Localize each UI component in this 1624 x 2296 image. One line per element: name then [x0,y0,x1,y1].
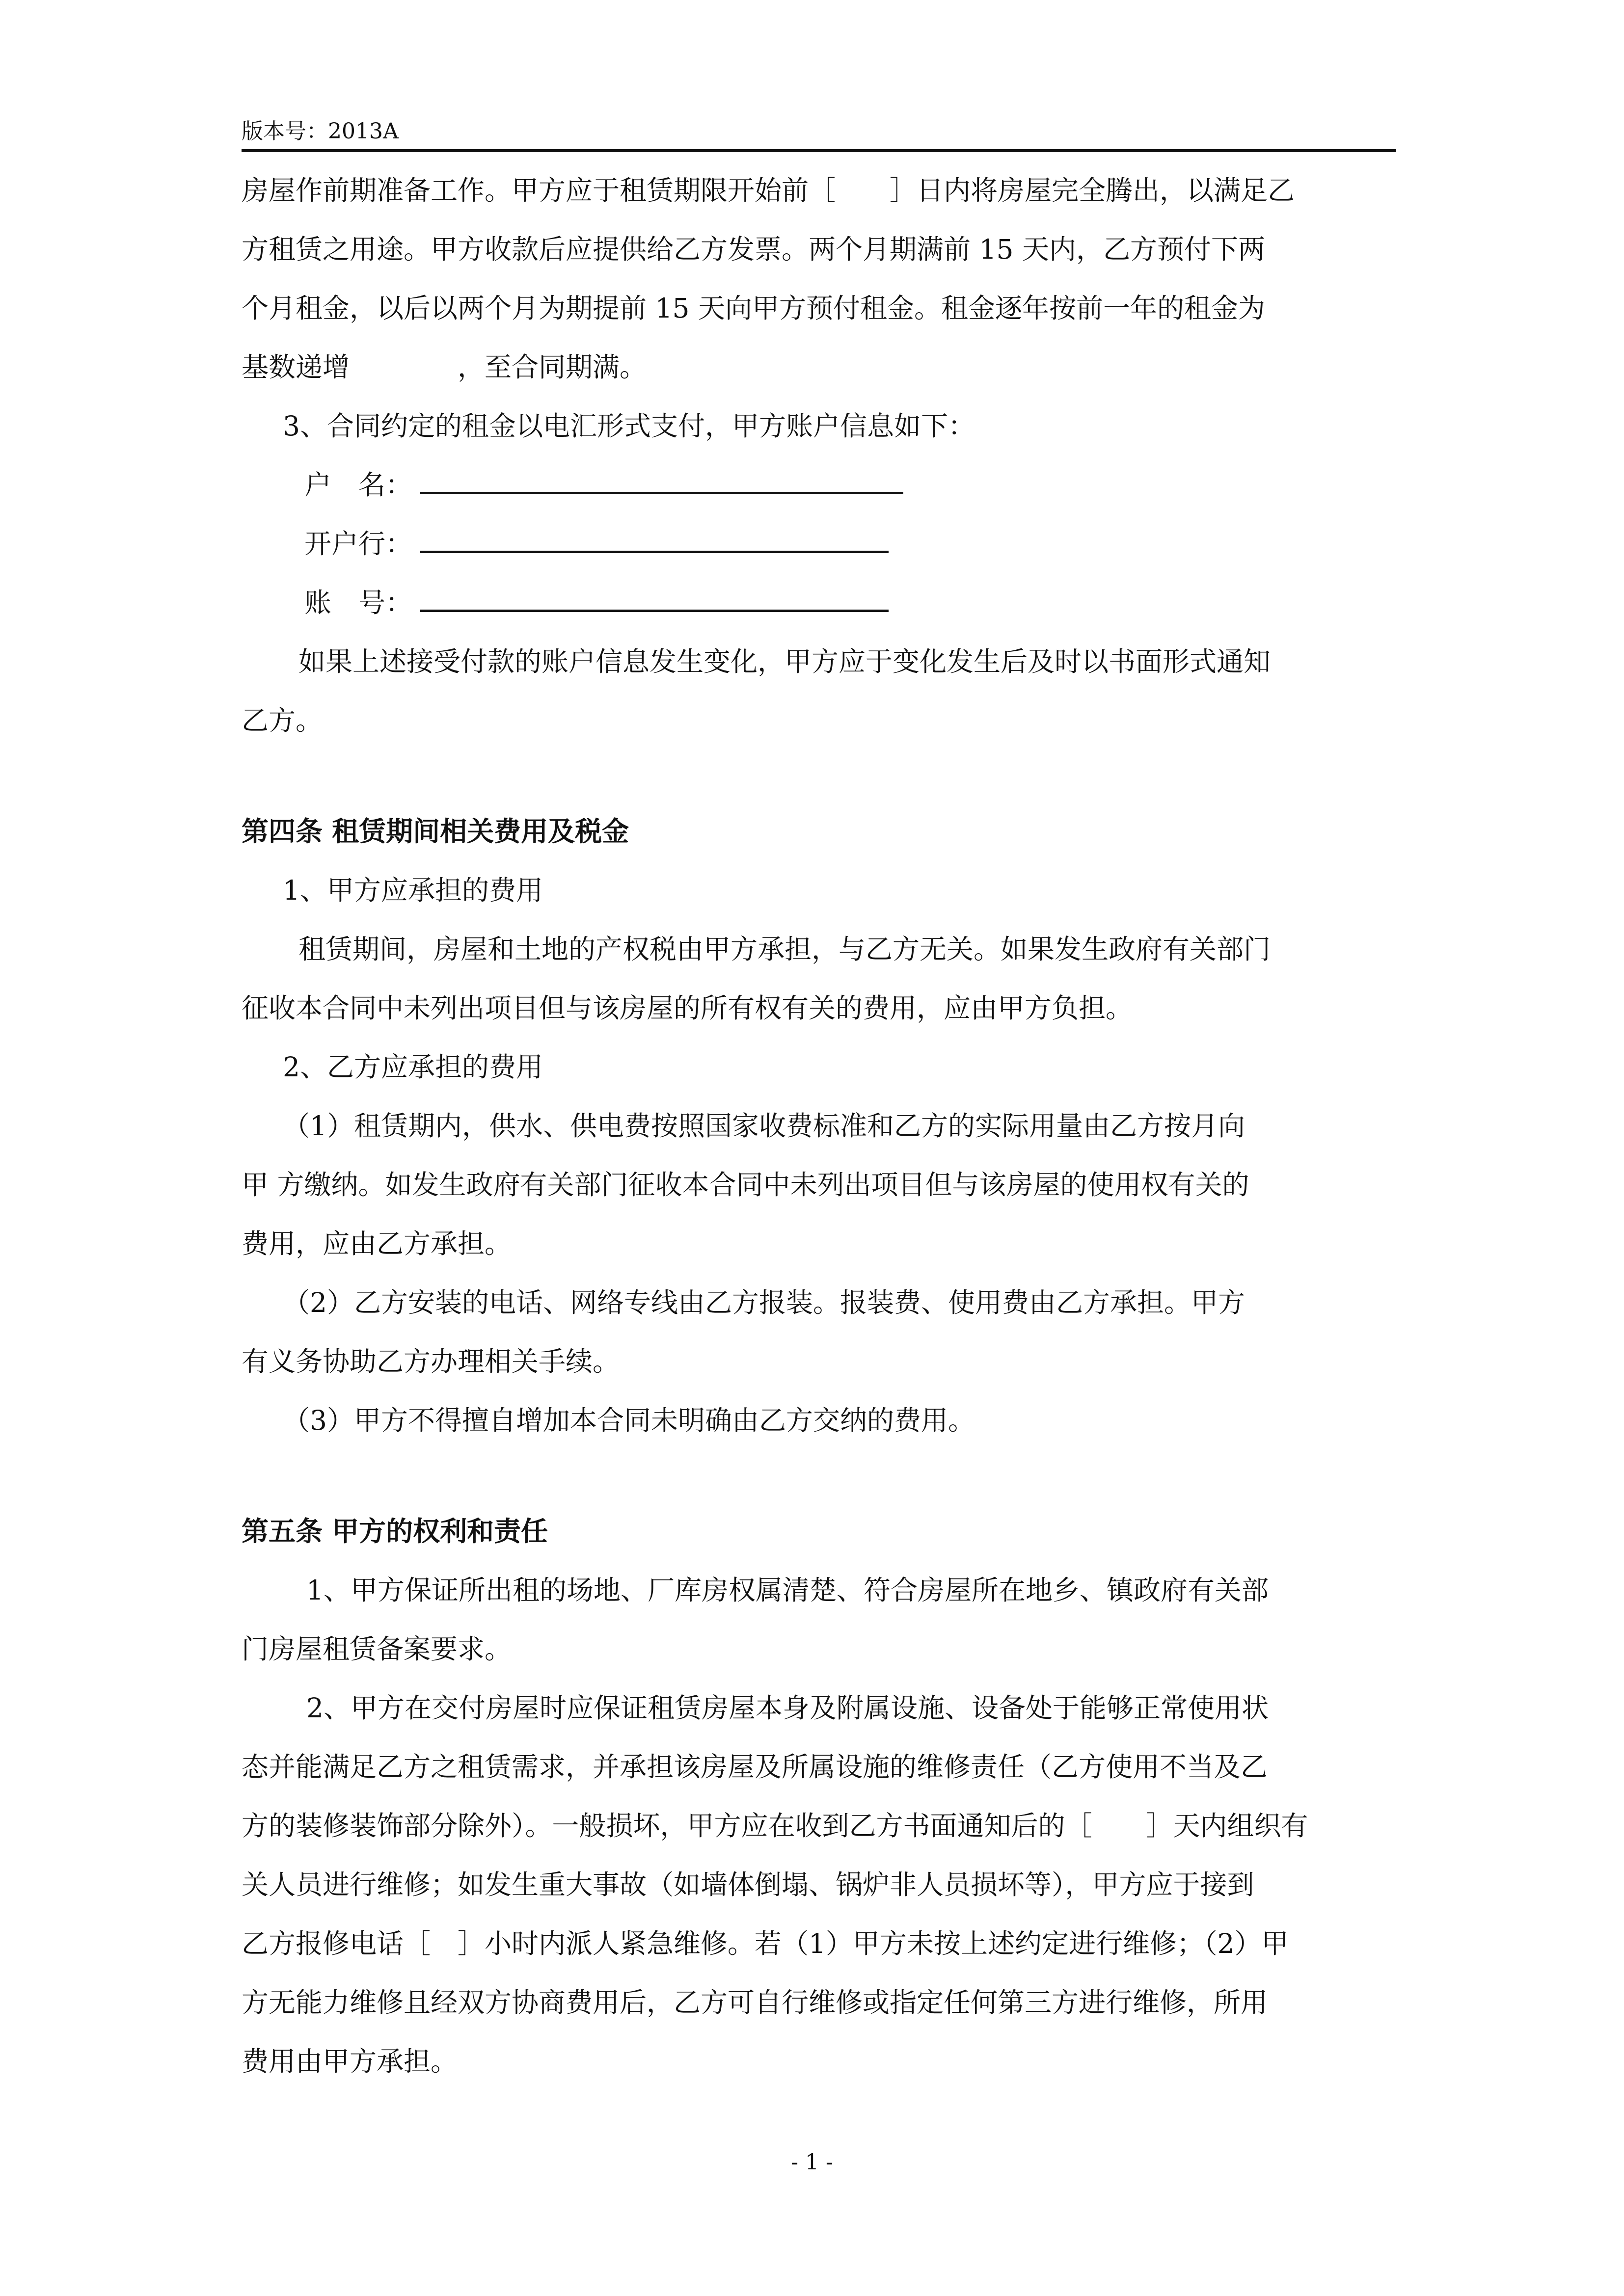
account-number-field [242,573,1396,632]
clause-2: 2、乙方应承担的费用 [283,1051,543,1083]
rent-payment-continuation [242,161,1396,750]
paragraph-line: 乙方报修电话［ ］小时内派人紧急维修。若（1）甲方未按上述约定进行维修；（2）甲 [242,1928,1289,1959]
paragraph-line: 个月租金，以后以两个月为期提前 15 天向甲方预付租金。租金逐年按前一年的租金为 [242,293,1265,324]
paragraph-line: 方租赁之用途。甲方收款后应提供给乙方发票。两个月期满前 15 天内，乙方预付下两 [242,234,1265,265]
paragraph-line: 方无能力维修且经双方协商费用后，乙方可自行维修或指定任何第三方进行维修，所用 [242,1987,1268,2018]
clause-2: 2、甲方在交付房屋时应保证租赁房屋本身及附属设施、设备处于能够正常使用状 [306,1692,1269,1724]
paragraph-line: 房屋作前期准备工作。甲方应于租赁期限开始前［ ］日内将房屋完全腾出，以满足乙 [242,175,1295,206]
page-number: - 1 - [791,2150,833,2175]
paragraph-line: 有义务协助乙方办理相关手续。 [242,1346,620,1377]
paragraph-line: 征收本合同中未列出项目但与该房屋的所有权有关的费用，应由甲方负担。 [242,992,1133,1024]
clause-1: 1、甲方应承担的费用 [283,875,543,906]
bank-name-blank [420,531,889,553]
section-spacer [242,1450,1396,1502]
article-5 [242,1502,1396,2091]
paragraph-line: 费用，应由乙方承担。 [242,1228,512,1259]
paragraph-line: 方的装修装饰部分除外）。一般损坏，甲方应在收到乙方书面通知后的［ ］天内组织有 [242,1810,1308,1842]
sub-clause-2: （2）乙方安装的电话、网络专线由乙方报装。报装费、使用费由乙方承担。甲方 [283,1287,1245,1318]
account-name-blank [420,472,903,494]
document-body [242,161,1396,2091]
paragraph-line: 态并能满足乙方之租赁需求，并承担该房屋及所属设施的维修责任（乙方使用不当及乙 [242,1751,1268,1783]
paragraph-line: 乙方。 [242,705,323,736]
bank-name-label: 开户行： [304,528,413,560]
account-number-label: 账 号： [304,587,413,618]
article-4 [242,802,1396,1450]
bank-name-field [242,514,1396,573]
paragraph-line: 门房屋租赁备案要求。 [242,1633,512,1665]
section-spacer [242,750,1396,802]
sub-clause-1: （1）租赁期内，供水、供电费按照国家收费标准和乙方的实际用量由乙方按月向 [283,1110,1245,1142]
paragraph-line: 如果上述接受付款的账户信息发生变化，甲方应于变化发生后及时以书面形式通知 [298,646,1271,677]
clause-1: 1、甲方保证所出租的场地、厂库房权属清楚、符合房屋所在地乡、镇政府有关部 [306,1575,1269,1606]
paragraph-line: 租赁期间，房屋和土地的产权税由甲方承担，与乙方无关。如果发生政府有关部门 [298,934,1271,965]
article-4-title: 第四条 租赁期间相关费用及税金 [242,815,629,847]
paragraph-line: 基数递增 ，至合同期满。 [242,351,647,383]
page-header [242,116,1396,152]
clause-3: 3、合同约定的租金以电汇形式支付，甲方账户信息如下： [283,410,975,442]
paragraph-line: 关人员进行维修；如发生重大事故（如墙体倒塌、锅炉非人员损坏等），甲方应于接到 [242,1869,1254,1900]
article-5-title: 第五条 甲方的权利和责任 [242,1515,548,1547]
paragraph-line: 甲 方缴纳。如发生政府有关部门征收本合同中未列出项目但与该房屋的使用权有关的 [242,1169,1249,1201]
sub-clause-3: （3）甲方不得擅自增加本合同未明确由乙方交纳的费用。 [283,1405,975,1436]
account-name-field [242,455,1396,514]
version-number: 版本号：2013A [242,119,399,144]
account-name-label: 户 名： [304,469,413,501]
paragraph-line: 费用由甲方承担。 [242,2046,458,2077]
account-number-blank [420,590,889,612]
